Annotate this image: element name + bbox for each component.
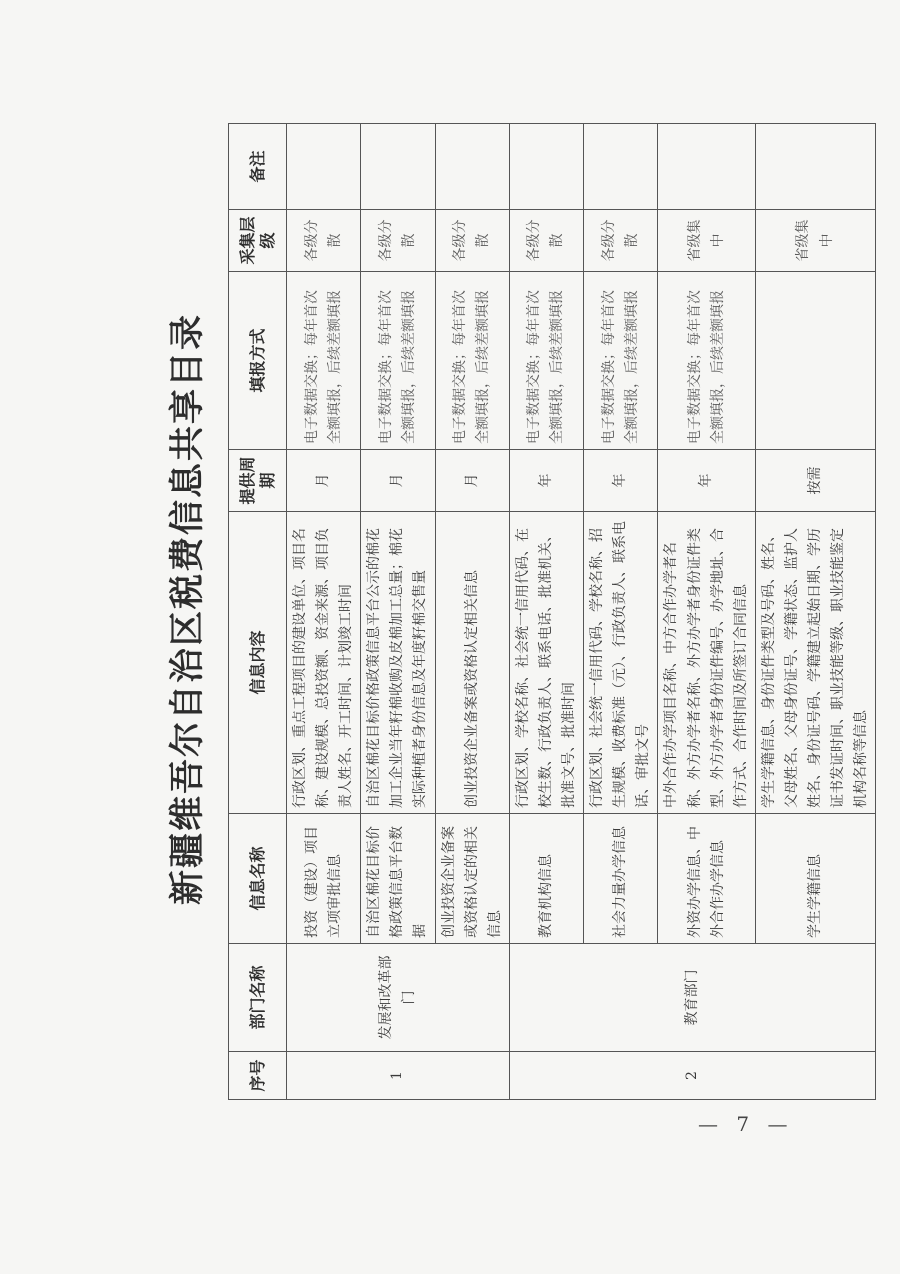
header-remark: 备注 — [229, 124, 287, 210]
info-content-cell: 自治区棉花目标价格政策信息平台公示的棉花加工企业当年籽棉收购及皮棉加工总量；棉花实际种植者身份信息及年度籽棉交售量 — [361, 512, 435, 814]
level-cell: 省级集中 — [658, 210, 755, 272]
header-seq: 序号 — [229, 1052, 287, 1100]
method-cell: 电子数据交换；每年首次全额填报，后续差额填报 — [361, 272, 435, 450]
method-cell: 电子数据交换；每年首次全额填报，后续差额填报 — [658, 272, 755, 450]
period-cell: 月 — [361, 450, 435, 512]
level-cell: 省级集中 — [755, 210, 875, 272]
info-name-cell: 外资办学信息、中外合作办学信息 — [658, 814, 755, 944]
remark-cell — [287, 124, 361, 210]
info-name-cell: 学生学籍信息 — [755, 814, 875, 944]
remark-cell — [658, 124, 755, 210]
header-level: 采集层级 — [229, 210, 287, 272]
info-name-cell: 投资（建设）项目立项审批信息 — [287, 814, 361, 944]
info-name-cell: 社会力量办学信息 — [584, 814, 658, 944]
period-cell: 月 — [435, 450, 509, 512]
method-cell: 电子数据交换；每年首次全额填报，后续差额填报 — [435, 272, 509, 450]
seq-cell: 1 — [287, 1052, 510, 1100]
level-cell: 各级分散 — [435, 210, 509, 272]
info-content-cell: 中外合作办学项目名称、中方合作办学者名称、外方办学者名称、外方办学者身份证件类型、外方办学者身份证件编号、办学地址、合作方式、合作时间及所签订合同信息 — [658, 512, 755, 814]
page-number: — 7 — — [698, 1112, 794, 1136]
level-cell: 各级分散 — [509, 210, 583, 272]
period-cell: 月 — [287, 450, 361, 512]
info-content-cell: 创业投资企业备案或资格认定相关信息 — [435, 512, 509, 814]
remark-cell — [361, 124, 435, 210]
remark-cell — [435, 124, 509, 210]
remark-cell — [755, 124, 875, 210]
remark-cell — [509, 124, 583, 210]
info-table — [228, 123, 876, 1100]
info-content-cell: 行政区划、重点工程项目的建设单位、项目名称、建设规模、总投资额、资金来源、项目负责人姓名、开工时间、计划竣工时间 — [287, 512, 361, 814]
remark-cell — [584, 124, 658, 210]
period-cell: 年 — [658, 450, 755, 512]
info-content-cell: 行政区划、社会统一信用代码、学校名称、招生规模、收费标准（元）、行政负责人、联系电话、审批文号 — [584, 512, 658, 814]
info-content-cell: 学生学籍信息、身份证件类型及号码、姓名、父母姓名、父母身份证号、学籍状态、监护人姓名、身份证号码、学籍建立起始日期、学历证书发证时间、职业技能等级、职业技能鉴定机构名称等信息 — [755, 512, 875, 814]
header-info-name: 信息名称 — [229, 814, 287, 944]
header-period: 提供周期 — [229, 450, 287, 512]
info-content-cell: 行政区划、学校名称、社会统一信用代码、在校生数、行政负责人、联系电话、批准机关、批准文号、批准时间 — [509, 512, 583, 814]
header-info-content: 信息内容 — [229, 512, 287, 814]
period-cell: 年 — [509, 450, 583, 512]
period-cell: 年 — [584, 450, 658, 512]
period-cell: 按需 — [755, 450, 875, 512]
table-header-row — [229, 124, 287, 1100]
method-cell: 电子数据交换；每年首次全额填报，后续差额填报 — [509, 272, 583, 450]
document-title: 新疆维吾尔自治区税费信息共享目录 — [167, 313, 208, 906]
level-cell: 各级分散 — [287, 210, 361, 272]
dept-cell: 教育部门 — [509, 944, 875, 1052]
header-dept: 部门名称 — [229, 944, 287, 1052]
info-name-cell: 创业投资企业备案或资格认定的相关信息 — [435, 814, 509, 944]
table-row — [287, 124, 361, 1100]
level-cell: 各级分散 — [584, 210, 658, 272]
method-cell: 电子数据交换；每年首次全额填报，后续差额填报 — [584, 272, 658, 450]
dept-cell: 发展和改革部门 — [287, 944, 510, 1052]
info-name-cell: 教育机构信息 — [509, 814, 583, 944]
method-cell: 电子数据交换；每年首次全额填报，后续差额填报 — [287, 272, 361, 450]
level-cell: 各级分散 — [361, 210, 435, 272]
info-name-cell: 自治区棉花目标价格政策信息平台数据 — [361, 814, 435, 944]
method-cell — [755, 272, 875, 450]
header-method: 填报方式 — [229, 272, 287, 450]
seq-cell: 2 — [509, 1052, 875, 1100]
table-row — [509, 124, 583, 1100]
